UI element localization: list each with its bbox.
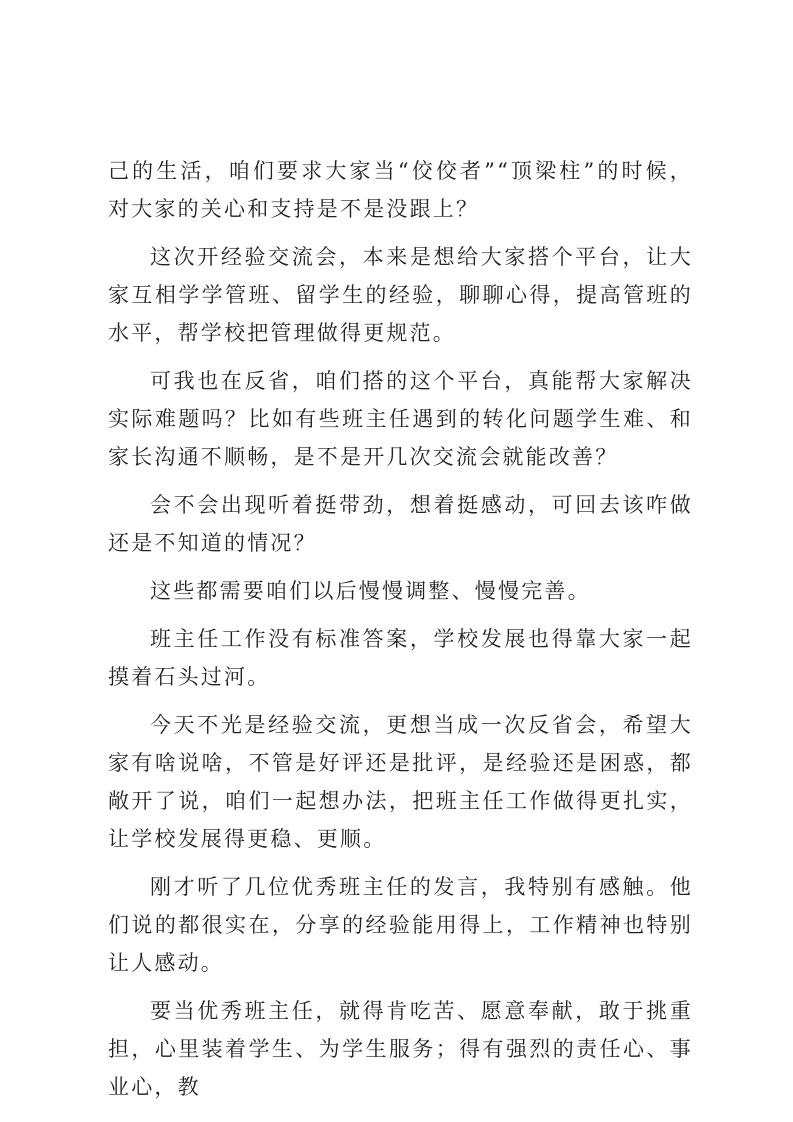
paragraph-5: 这些都需要咱们以后慢慢调整、慢慢完善。 (150, 579, 591, 603)
paragraph-3: 可我也在反省，咱们搭的这个平台，真能帮大家解决实际难题吗？比如有些班主任遇到的转化问题学生难、和家长沟通不顺畅，是不是开几次交流会就能改善？ (108, 369, 693, 469)
document-body (108, 152, 693, 1116)
paragraph-8: 刚才听了几位优秀班主任的发言，我特别有感触。他们说的都很实在，分享的经验能用得上，工作精神也特别让人感动。 (108, 875, 693, 975)
paragraph-2: 这次开经验交流会，本来是想给大家搭个平台，让大家互相学学管班、留学生的经验，聊聊心得，提高管班的水平，帮学校把管理做得更规范。 (108, 245, 693, 345)
paragraph-1: 己的生活，咱们要求大家当“佼佼者”“顶梁柱”的时候，对大家的关心和支持是不是没跟上？ (108, 159, 693, 221)
paragraph-9: 要当优秀班主任，就得肯吃苦、愿意奉献，敢于挑重担，心里装着学生、为学生服务；得有强烈的责任心、事业心，教 (108, 999, 693, 1099)
paragraph-6: 班主任工作没有标准答案，学校发展也得靠大家一起摸着石头过河。 (108, 627, 693, 689)
paragraph-7: 今天不光是经验交流，更想当成一次反省会，希望大家有啥说啥，不管是好评还是批评，是经验还是困惑，都敞开了说，咱们一起想办法，把班主任工作做得更扎实，让学校发展得更稳、更顺。 (108, 713, 693, 851)
paragraph-4: 会不会出现听着挺带劲，想着挺感动，可回去该咋做还是不知道的情况？ (108, 493, 693, 555)
